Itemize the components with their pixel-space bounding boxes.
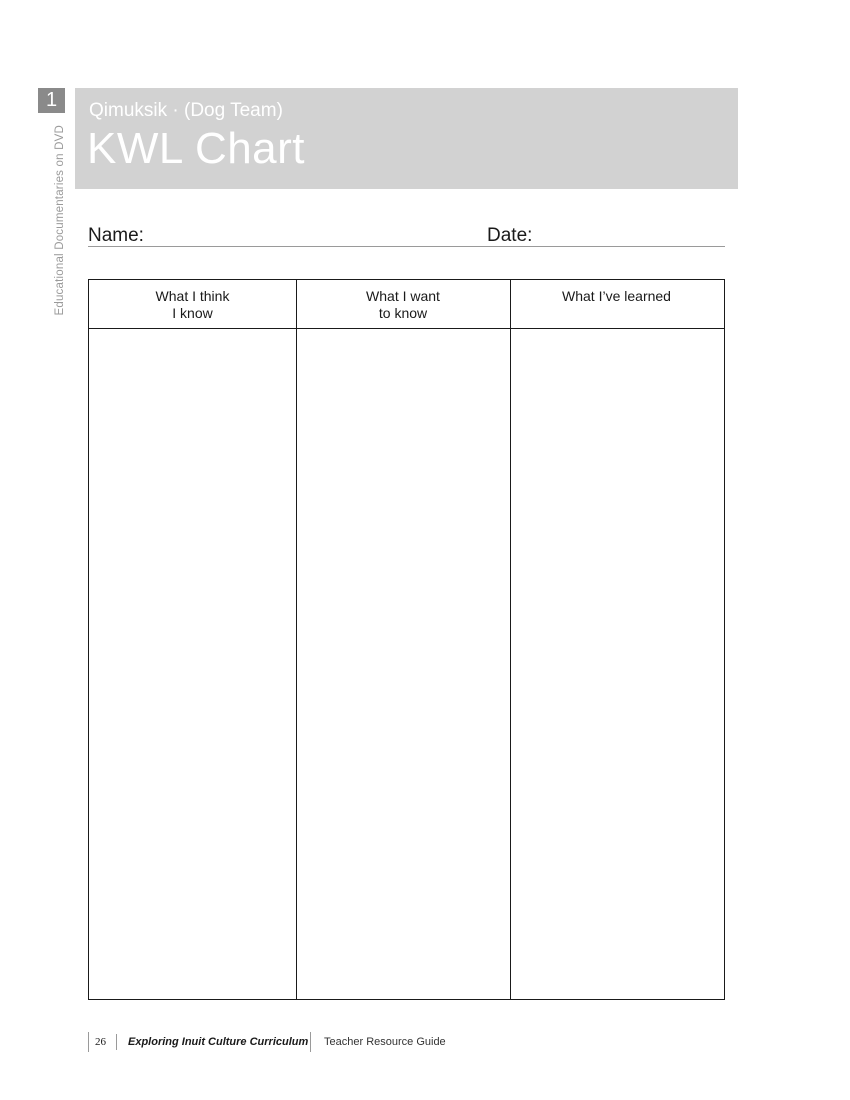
page-title: KWL Chart	[87, 124, 306, 173]
column-header-line: What I’ve learned	[562, 288, 671, 304]
column-header-want	[296, 288, 510, 322]
want-writing-area[interactable]	[296, 330, 510, 999]
footer-divider	[116, 1034, 117, 1050]
learned-writing-area[interactable]	[510, 330, 723, 999]
kwl-table	[88, 279, 725, 1000]
page-number: 26	[95, 1036, 106, 1048]
section-side-label: Educational Documentaries on DVD	[54, 125, 66, 316]
column-header-line: What I think	[155, 288, 230, 304]
header-subtitle: Qimuksik · (Dog Team)	[89, 100, 283, 121]
date-label: Date:	[487, 225, 533, 246]
name-date-line	[88, 246, 725, 247]
name-label: Name:	[88, 225, 144, 246]
column-header-line: I know	[172, 305, 213, 321]
column-header-line: to know	[378, 305, 428, 321]
page-header	[75, 88, 738, 189]
column-header-know	[89, 288, 296, 322]
publication-title: Exploring Inuit Culture Curriculum	[128, 1036, 309, 1048]
footer-divider	[310, 1032, 311, 1052]
chapter-number: 1	[38, 88, 65, 113]
header-row-divider	[89, 328, 724, 329]
guide-name: Teacher Resource Guide	[324, 1036, 446, 1048]
column-header-line: What I want	[366, 288, 440, 304]
know-writing-area[interactable]	[89, 330, 296, 999]
column-header-learned	[510, 288, 723, 305]
footer-divider	[88, 1032, 89, 1052]
